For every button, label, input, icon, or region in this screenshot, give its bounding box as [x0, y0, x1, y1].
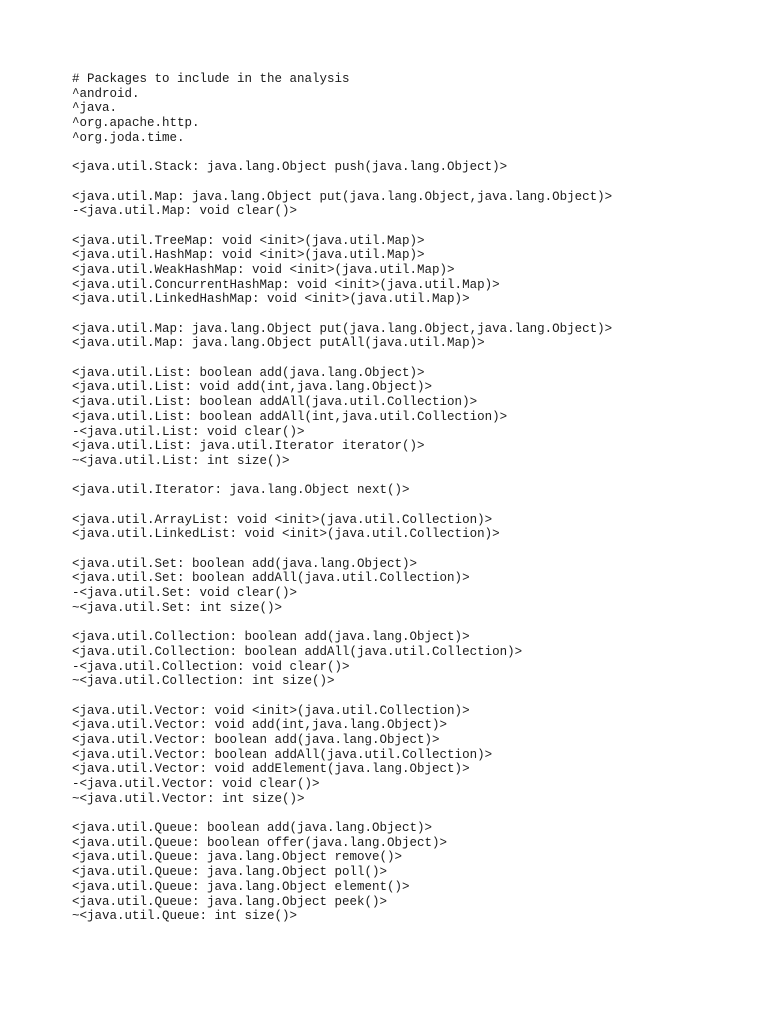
text-block: [72, 190, 752, 219]
text-line: ~<java.util.List: int size()>: [72, 453, 290, 468]
text-block: [72, 704, 752, 807]
text-line: ^android.: [72, 86, 140, 101]
text-line: <java.util.Vector: void <init>(java.util.Collection)>: [72, 703, 470, 718]
text-line: <java.util.LinkedList: void <init>(java.util.Collection)>: [72, 527, 500, 542]
text-line: <java.util.Queue: java.lang.Object peek()>: [72, 894, 388, 909]
text-block: [72, 234, 752, 307]
text-line: ~<java.util.Collection: int size()>: [72, 674, 335, 689]
text-line: <java.util.Queue: boolean offer(java.lang.Object)>: [72, 835, 448, 850]
text-line: <java.util.List: java.util.Iterator iterator()>: [72, 439, 425, 454]
text-block: [72, 483, 752, 498]
text-line: -<java.util.List: void clear()>: [72, 424, 305, 439]
text-line: <java.util.LinkedHashMap: void <init>(java.util.Map)>: [72, 292, 470, 307]
text-line: <java.util.Queue: java.lang.Object poll()>: [72, 865, 388, 880]
text-line: <java.util.Set: boolean add(java.lang.Object)>: [72, 556, 418, 571]
text-line: ^org.apache.http.: [72, 116, 200, 131]
text-line: <java.util.ConcurrentHashMap: void <init>(java.util.Map)>: [72, 277, 500, 292]
text-line: -<java.util.Set: void clear()>: [72, 586, 298, 601]
text-line: <java.util.Vector: void addElement(java.lang.Object)>: [72, 762, 470, 777]
text-line: <java.util.Vector: void add(int,java.lang.Object)>: [72, 718, 448, 733]
text-line: <java.util.Vector: boolean addAll(java.util.Collection)>: [72, 747, 493, 762]
text-block: [72, 322, 752, 351]
text-line: -<java.util.Vector: void clear()>: [72, 777, 320, 791]
text-block: [72, 557, 752, 616]
text-line: ~<java.util.Set: int size()>: [72, 600, 283, 615]
document-page: [72, 72, 752, 939]
text-line: <java.util.Collection: boolean add(java.lang.Object)>: [72, 630, 470, 645]
text-line: <java.util.Collection: boolean addAll(java.util.Collection)>: [72, 644, 523, 659]
text-line: # Packages to include in the analysis: [72, 72, 350, 86]
text-block: [72, 72, 752, 145]
text-line: ^org.joda.time.: [72, 130, 185, 145]
text-line: ^java.: [72, 101, 118, 116]
text-line: <java.util.List: void add(int,java.lang.Object)>: [72, 380, 433, 395]
text-line: <java.util.List: boolean addAll(java.util.Collection)>: [72, 395, 478, 410]
text-line: ~<java.util.Vector: int size()>: [72, 791, 305, 806]
text-line: <java.util.List: boolean addAll(int,java.util.Collection)>: [72, 409, 508, 424]
text-block: [72, 160, 752, 175]
text-line: <java.util.Stack: java.lang.Object push(java.lang.Object)>: [72, 160, 508, 175]
text-block: [72, 821, 752, 924]
text-line: <java.util.WeakHashMap: void <init>(java.util.Map)>: [72, 262, 455, 277]
text-block: [72, 366, 752, 469]
text-line: <java.util.ArrayList: void <init>(java.util.Collection)>: [72, 512, 493, 527]
text-line: <java.util.HashMap: void <init>(java.util.Map)>: [72, 248, 425, 263]
text-line: <java.util.Iterator: java.lang.Object next()>: [72, 483, 410, 498]
text-line: <java.util.Vector: boolean add(java.lang.Object)>: [72, 732, 440, 747]
text-line: <java.util.Map: java.lang.Object putAll(java.util.Map)>: [72, 336, 485, 351]
text-line: -<java.util.Collection: void clear()>: [72, 659, 350, 674]
text-line: <java.util.Queue: java.lang.Object element()>: [72, 879, 410, 894]
text-block: [72, 513, 752, 542]
text-block: [72, 630, 752, 689]
text-line: ~<java.util.Queue: int size()>: [72, 909, 298, 924]
text-line: <java.util.Map: java.lang.Object put(java.lang.Object,java.lang.Object)>: [72, 189, 613, 204]
text-line: <java.util.Queue: java.lang.Object remove()>: [72, 850, 403, 865]
text-line: <java.util.Queue: boolean add(java.lang.Object)>: [72, 821, 433, 836]
text-line: <java.util.Map: java.lang.Object put(java.lang.Object,java.lang.Object)>: [72, 321, 613, 336]
text-line: <java.util.Set: boolean addAll(java.util.Collection)>: [72, 571, 470, 586]
text-line: -<java.util.Map: void clear()>: [72, 204, 298, 219]
text-line: <java.util.TreeMap: void <init>(java.util.Map)>: [72, 233, 425, 248]
text-line: <java.util.List: boolean add(java.lang.Object)>: [72, 365, 425, 380]
